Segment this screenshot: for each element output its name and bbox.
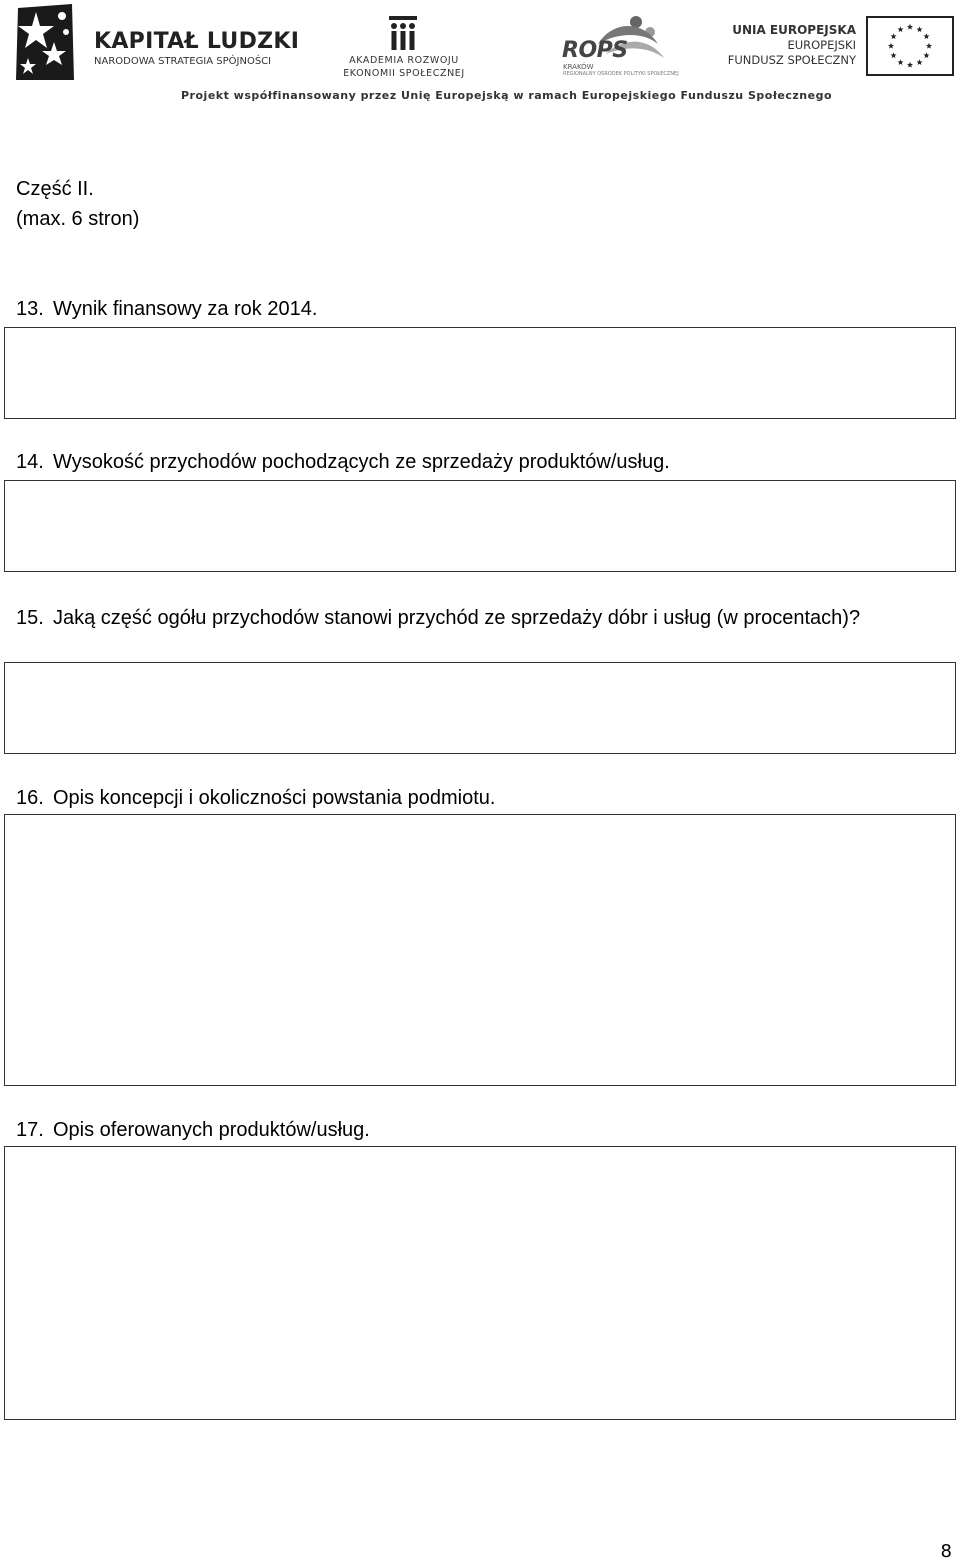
kapital-ludzki-subtitle: NARODOWA STRATEGIA SPÓJNOŚCI [94, 56, 272, 67]
question-13 [16, 297, 317, 321]
section-title: Część II. [16, 178, 94, 200]
question-text: Opis koncepcji i okoliczności powstania podmiotu. [53, 787, 496, 809]
question-text: Jaką część ogółu przychodów stanowi przychód ze sprzedaży dóbr i usług (w procentach)? [53, 607, 861, 629]
ue-line-2: FUNDUSZ SPOŁECZNY [727, 53, 856, 67]
answer-box-15[interactable] [4, 662, 956, 754]
question-number: 14. [16, 451, 44, 473]
kapital-ludzki-text [94, 30, 299, 68]
question-text: Wysokość przychodów pochodzących ze sprzedaży produktów/usług. [53, 451, 670, 473]
ue-text [728, 22, 856, 68]
kapital-ludzki-logo [14, 2, 76, 82]
document-header [0, 0, 960, 110]
kapital-ludzki-title: KAPITAŁ LUDZKI [94, 29, 300, 54]
question-16 [16, 786, 495, 810]
rops-description: REGIONALNY OŚRODEK POLITYKI SPOŁECZNEJ [563, 71, 679, 77]
ue-title: UNIA EUROPEJSKA [732, 23, 856, 37]
page-number: 8 [940, 1541, 952, 1562]
question-14 [16, 450, 670, 474]
akademia-line-1: AKADEMIA ROZWOJU [349, 55, 459, 66]
answer-box-14[interactable] [4, 480, 956, 572]
question-text: Opis oferowanych produktów/usług. [53, 1119, 370, 1141]
question-number: 13. [16, 298, 44, 320]
section-subtitle: (max. 6 stron) [16, 208, 140, 230]
question-number: 16. [16, 787, 44, 809]
akademia-text [336, 54, 472, 80]
question-number: 15. [16, 607, 44, 629]
rops-name: ROPS [562, 38, 628, 63]
question-17 [16, 1118, 370, 1142]
ue-line-1: EUROPEJSKI [787, 38, 856, 52]
question-text: Wynik finansowy za rok 2014. [53, 298, 318, 320]
question-number: 17. [16, 1119, 44, 1141]
project-cofinancing-line: Projekt współfinansowany przez Unię Europejską w ramach Europejskiego Funduszu Społecznego [181, 89, 833, 102]
answer-box-13[interactable] [4, 327, 956, 419]
answer-box-17[interactable] [4, 1146, 956, 1420]
question-15 [16, 603, 953, 634]
eu-flag-icon [866, 16, 954, 76]
akademia-line-2: EKONOMII SPOŁECZNEJ [343, 68, 465, 79]
rops-city: KRAKÓW [563, 63, 594, 71]
akademia-logo-icon [388, 16, 418, 50]
answer-box-16[interactable] [4, 814, 956, 1086]
